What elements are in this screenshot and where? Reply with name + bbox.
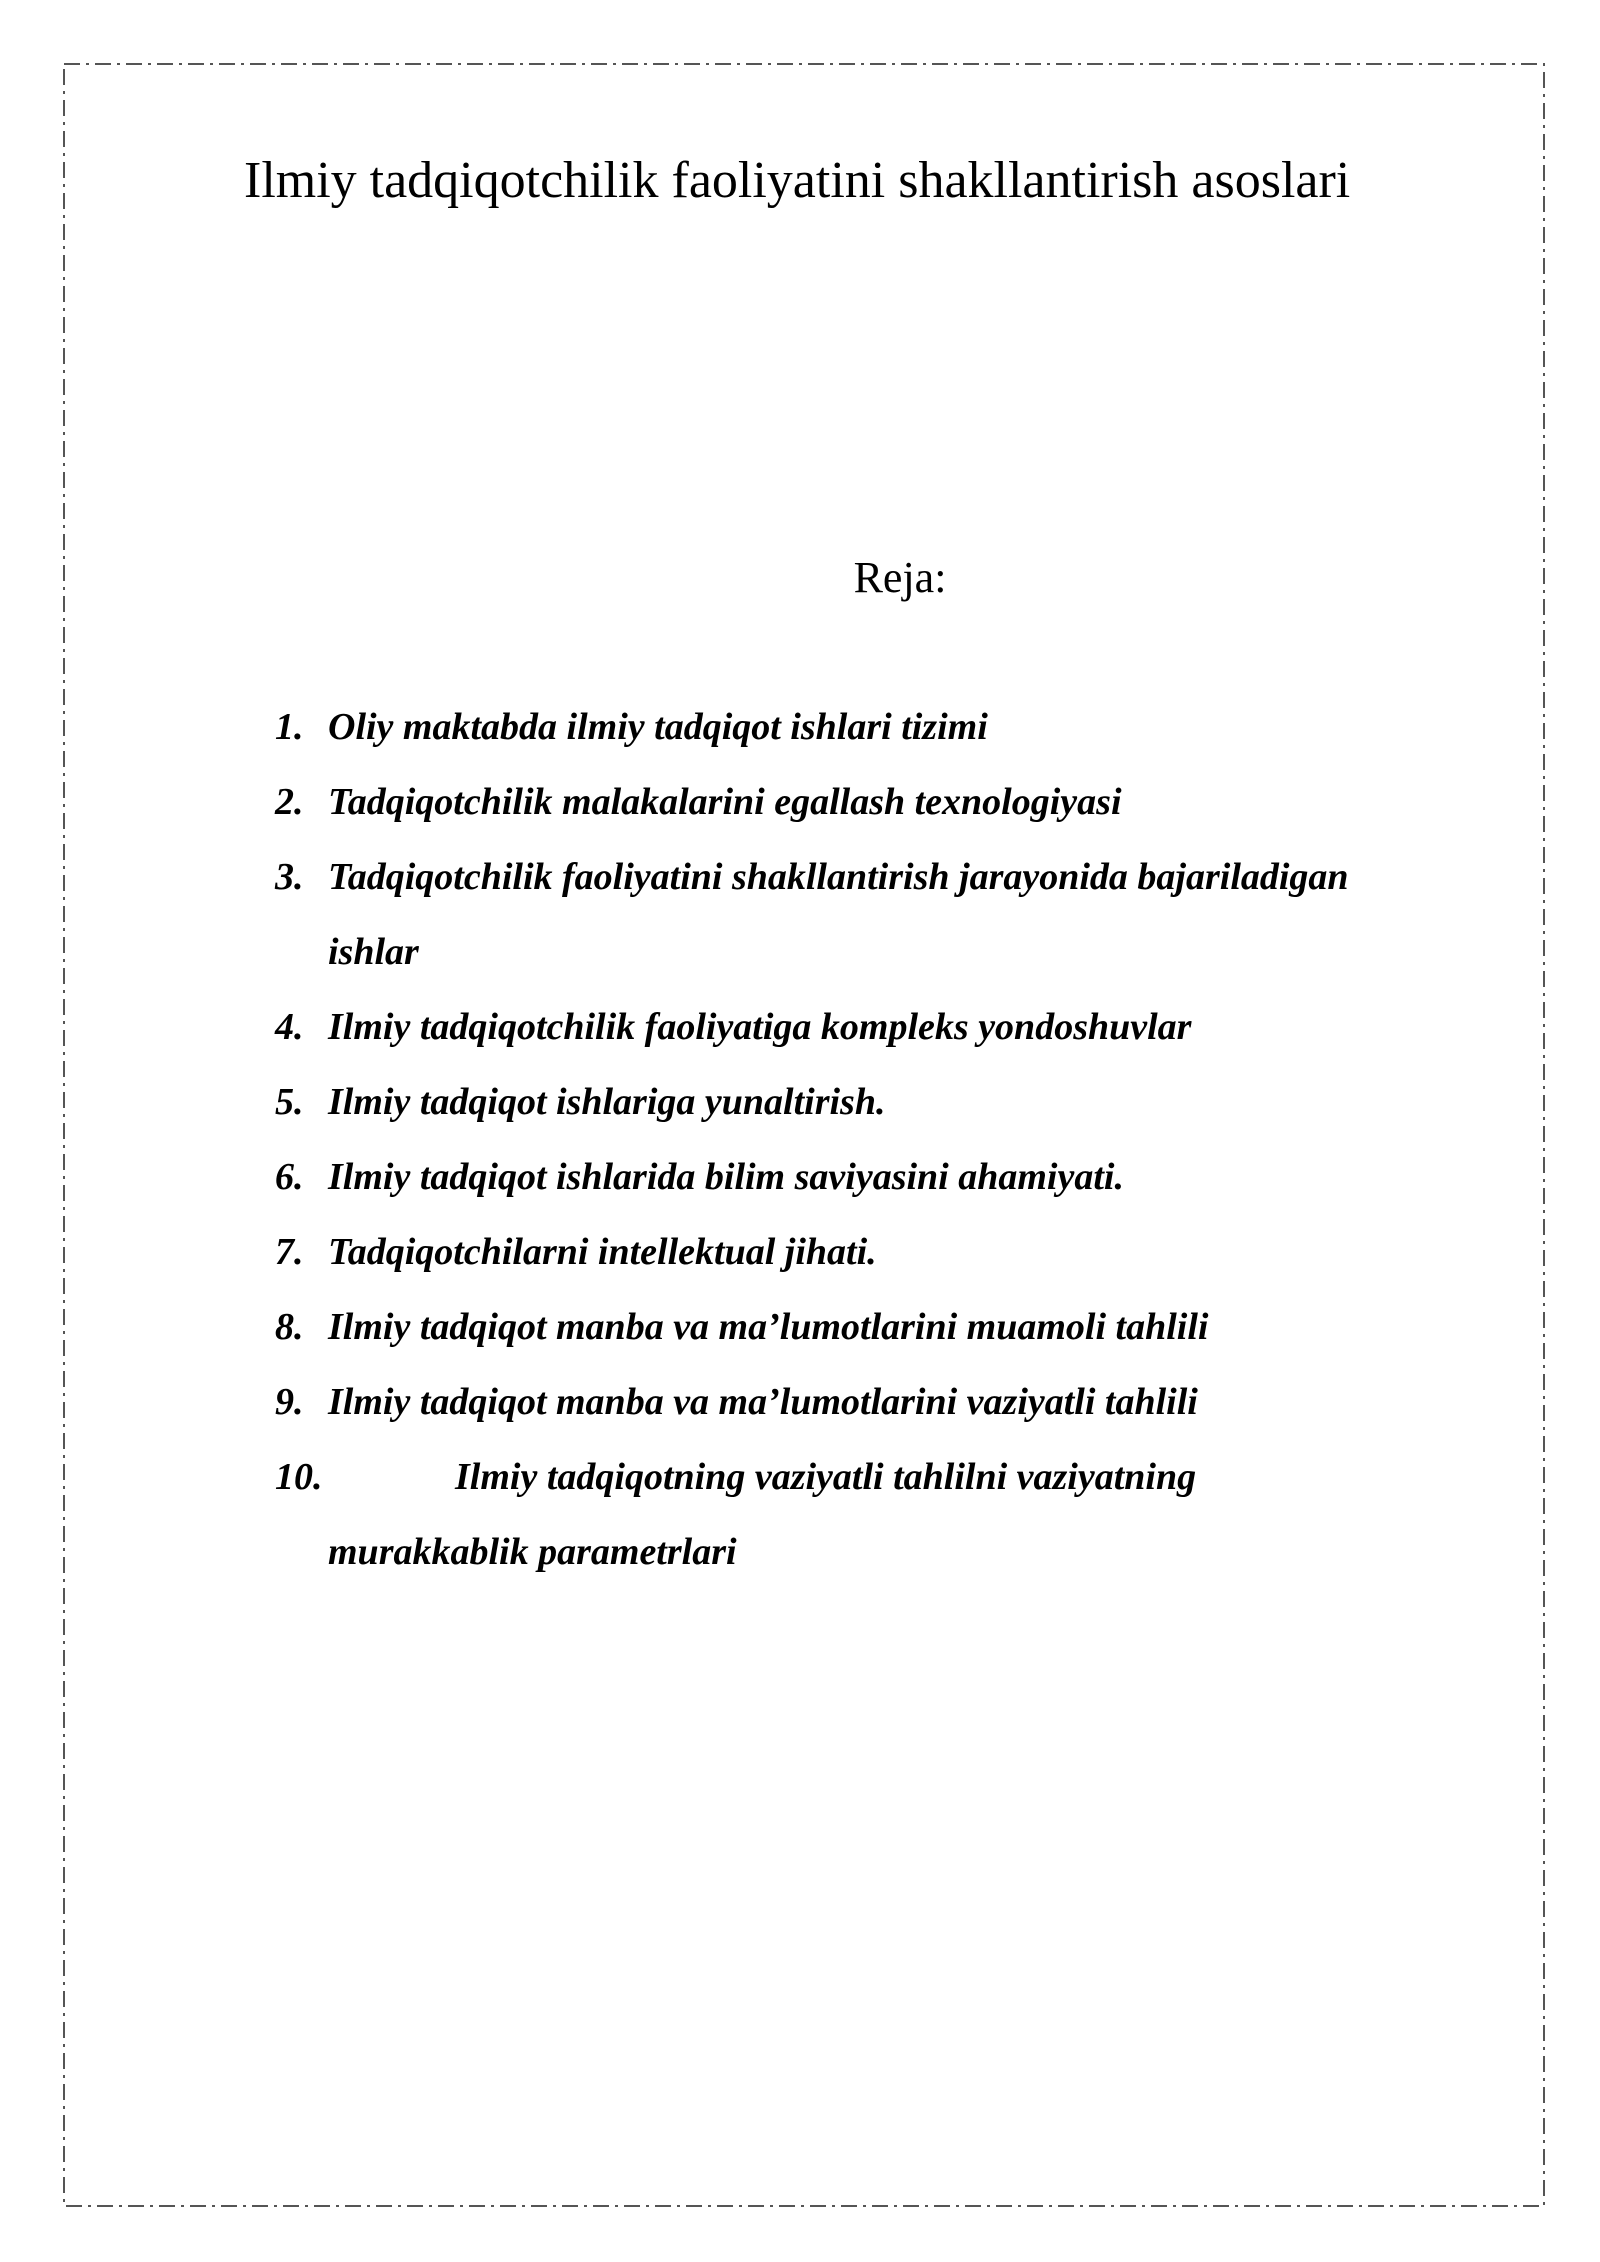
document-title: Ilmiy tadqiqotchilik faoliyatini shakllantirish asoslari <box>244 152 1351 209</box>
plan-item-1 <box>275 690 1505 765</box>
plan-item-text-continued: ishlar <box>328 931 419 973</box>
plan-item-text: Tadqiqotchilik faoliyatini shakllantirish jarayonida bajariladigan <box>328 856 1349 898</box>
plan-item-number: 2. <box>275 781 304 823</box>
plan-item-number: 8. <box>275 1306 304 1348</box>
plan-item-text: Ilmiy tadqiqotning vaziyatli tahlilni vaziyatning <box>455 1456 1197 1498</box>
plan-item-text: Tadqiqotchilik malakalarini egallash texnologiyasi <box>328 781 1122 823</box>
plan-item-text: Ilmiy tadqiqotchilik faoliyatiga kompleks yondoshuvlar <box>328 1006 1192 1048</box>
plan-item-2 <box>275 765 1505 840</box>
plan-heading: Reja: <box>853 553 947 602</box>
plan-item-number: 9. <box>275 1381 304 1423</box>
plan-item-text: Ilmiy tadqiqot ishlarida bilim saviyasini ahamiyati. <box>328 1156 1124 1198</box>
plan-item-text: Ilmiy tadqiqot manba va ma’lumotlarini vaziyatli tahlili <box>328 1381 1198 1423</box>
plan-item-text: Ilmiy tadqiqot manba va ma’lumotlarini muamoli tahlili <box>328 1306 1209 1348</box>
plan-item-number: 4. <box>275 1006 304 1048</box>
plan-item-number: 7. <box>275 1231 304 1273</box>
plan-item-number: 1. <box>275 706 304 748</box>
plan-item-3 <box>275 840 1505 990</box>
plan-item-number: 5. <box>275 1081 304 1123</box>
plan-item-text: Tadqiqotchilarni intellektual jihati. <box>328 1231 877 1273</box>
plan-item-4 <box>275 990 1505 1065</box>
plan-item-number: 10. <box>275 1456 323 1498</box>
plan-list <box>275 690 1505 1590</box>
plan-item-number: 6. <box>275 1156 304 1198</box>
plan-item-number: 3. <box>275 856 304 898</box>
plan-item-text: Oliy maktabda ilmiy tadqiqot ishlari tizimi <box>328 706 988 748</box>
plan-item-text: Ilmiy tadqiqot ishlariga yunaltirish. <box>328 1081 886 1123</box>
plan-item-8 <box>275 1290 1505 1365</box>
plan-item-5 <box>275 1065 1505 1140</box>
plan-item-9 <box>275 1365 1505 1440</box>
plan-item-text-continued: murakkablik parametrlari <box>328 1531 737 1573</box>
plan-item-6 <box>275 1140 1505 1215</box>
plan-item-7 <box>275 1215 1505 1290</box>
plan-item-10 <box>275 1440 1505 1590</box>
